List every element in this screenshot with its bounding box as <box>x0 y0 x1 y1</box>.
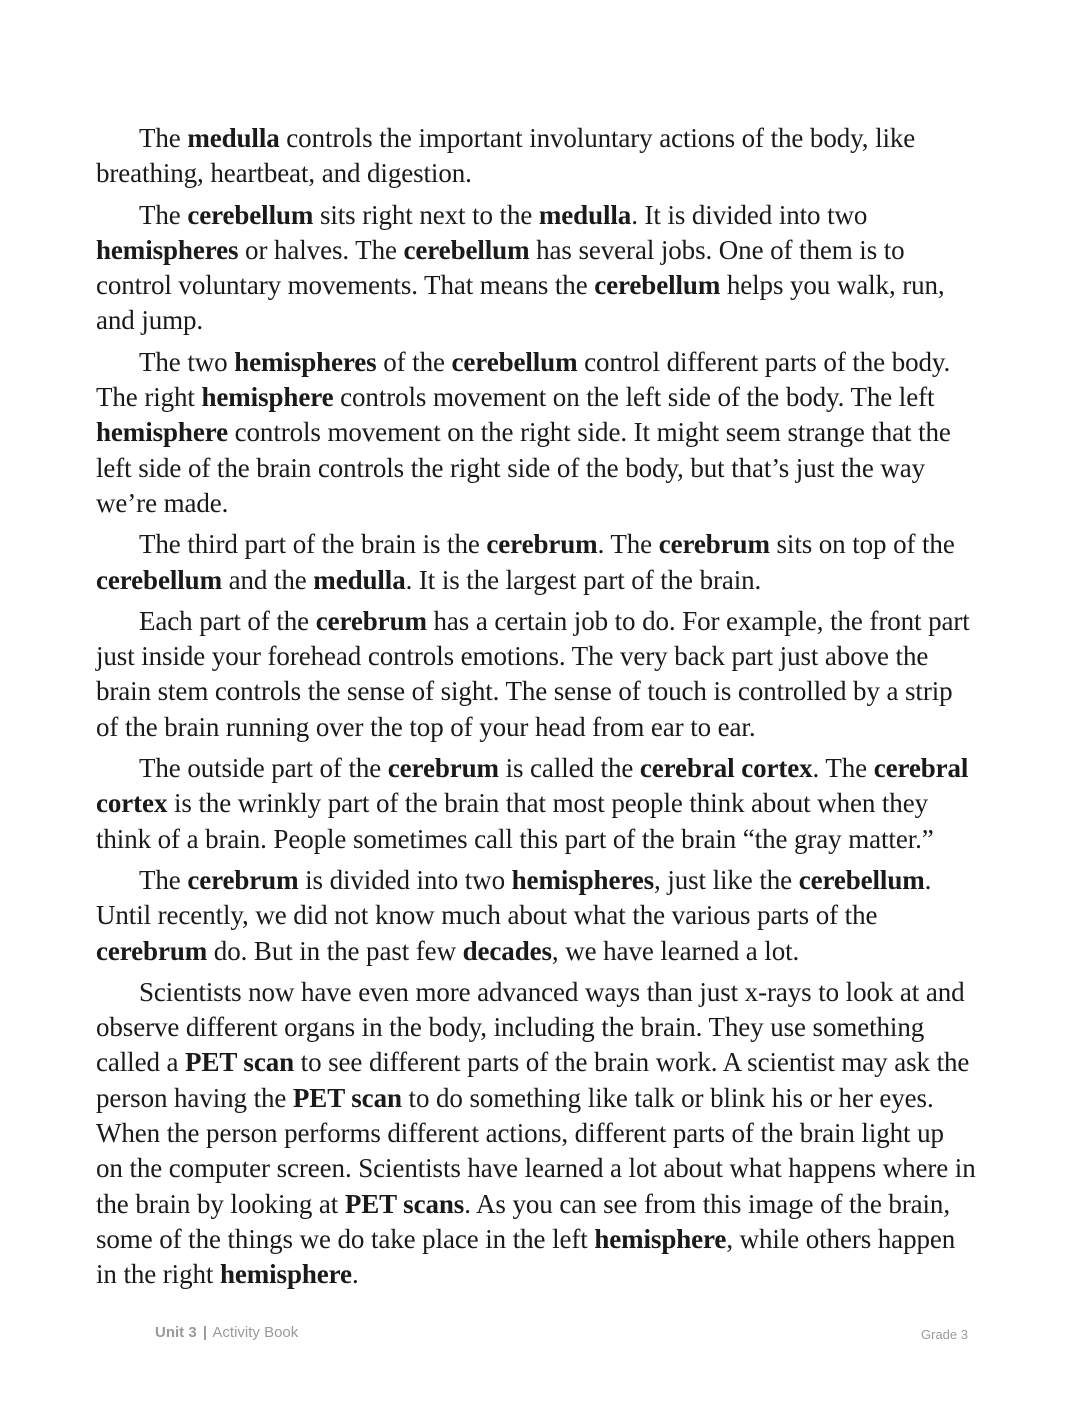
bold-term: medulla <box>313 564 406 595</box>
bold-term: cerebrum <box>315 605 427 636</box>
bold-term: cerebrum <box>96 935 208 966</box>
text-run: to do something like talk or blink his or her eyes. When the person performs different actions, different parts of the brain light up on the computer screen. Scientists have learned a lot about what happens where in the brain by looking at <box>96 1082 976 1219</box>
bold-term: cerebellum <box>451 346 578 377</box>
bold-term: cerebral cortex <box>639 753 813 784</box>
paragraph <box>96 121 976 192</box>
text-run: controls movement on the left side of the body. The left <box>333 382 935 413</box>
footer-left <box>155 1324 298 1341</box>
bold-term: medulla <box>187 123 280 153</box>
bold-term: hemisphere <box>96 417 228 448</box>
bold-term: hemispheres <box>511 864 655 895</box>
paragraph <box>96 345 976 521</box>
text-run: The <box>139 199 188 230</box>
text-run: . The <box>597 529 659 560</box>
text-run: of the <box>376 346 452 377</box>
text-run: The <box>139 864 188 895</box>
text-run: is divided into two <box>298 864 512 895</box>
text-run: . The <box>812 753 874 784</box>
text-run: controls movement on the right side. It might seem strange that the left side of the brain controls the right side of the body, but that’s just the way we’re made. <box>96 417 951 518</box>
footer-grade: Grade 3 <box>921 1327 968 1342</box>
text-run: Each part of the <box>139 605 316 636</box>
text-run: The outside part of the <box>139 753 388 784</box>
text-run: has several jobs. One of them is to control voluntary movements. That means the <box>96 234 905 301</box>
paragraph <box>96 863 976 969</box>
text-run: . It is the largest part of the brain. <box>405 564 762 595</box>
body-text <box>96 121 976 1299</box>
bold-term: PET scans <box>344 1188 465 1219</box>
text-run: . As you can see from this image of the brain, some of the things we do take place in the left <box>96 1188 950 1254</box>
text-run: , we have learned a lot. <box>551 935 800 966</box>
text-run: to see different parts of the brain work. A scientist may ask the person having the <box>96 1047 970 1113</box>
bold-term: cerebellum <box>594 270 721 301</box>
text-run: . <box>351 1259 359 1290</box>
paragraph <box>96 527 976 598</box>
text-run: , while others happen in the right <box>96 1223 956 1290</box>
bold-term: hemispheres <box>234 346 377 377</box>
footer-book-title: Activity Book <box>212 1324 299 1341</box>
footer-unit: Unit 3 <box>155 1324 197 1341</box>
bold-term: cerebellum <box>798 864 925 895</box>
text-run: do. But in the past few <box>207 935 463 966</box>
bold-term: cerebrum <box>486 529 598 560</box>
paragraph <box>96 975 976 1293</box>
bold-term: medulla <box>538 199 632 230</box>
text-run: is the wrinkly part of the brain that most people think about when they think of a brain. People sometimes call this part of the brain “the gray matter.” <box>96 788 934 854</box>
text-run: is called the <box>498 753 640 784</box>
bold-term: hemisphere <box>219 1259 352 1290</box>
bold-term: hemisphere <box>201 382 334 413</box>
bold-term: cerebrum <box>387 753 499 784</box>
text-run: has a certain job to do. For example, the front part just inside your forehead controls emotions. The very back part just above the brain stem controls the sense of sight. The sense of touch is controlled by a strip of the brain running over the top of your head from ear to ear. <box>96 605 970 742</box>
text-run: Scientists now have even more advanced ways than just x-rays to look at and observe different organs in the body, including the brain. They use something called a <box>96 976 965 1078</box>
text-run: sits right next to the <box>313 199 539 230</box>
bold-term: decades <box>462 935 552 966</box>
bold-term: cerebrum <box>658 529 770 560</box>
text-run: sits on top of the <box>769 529 955 560</box>
text-run: helps you walk, run, and jump. <box>96 270 945 336</box>
text-run: . Until recently, we did not know much about what the various parts of the <box>96 864 932 931</box>
bold-term: cerebral cortex <box>96 753 969 819</box>
paragraph <box>96 604 976 745</box>
text-run: The <box>139 123 188 153</box>
bold-term: cerebellum <box>96 564 222 595</box>
paragraph <box>96 198 976 339</box>
bold-term: cerebrum <box>187 864 299 895</box>
text-run: The third part of the brain is the <box>139 529 487 560</box>
bold-term: hemispheres <box>96 234 239 265</box>
text-run: and the <box>221 564 314 595</box>
bold-term: cerebellum <box>187 199 314 230</box>
text-run: control different parts of the body. The right <box>96 346 951 413</box>
bold-term: PET scan <box>292 1082 402 1113</box>
text-run: . It is divided into two <box>631 199 868 230</box>
text-run: controls the important involuntary actions of the body, like breathing, heartbeat, and digestion. <box>96 123 916 189</box>
bold-term: PET scan <box>185 1047 295 1078</box>
paragraph <box>96 751 976 857</box>
text-run: The two <box>139 346 235 377</box>
text-run: or halves. The <box>238 234 404 265</box>
text-run: , just like the <box>654 864 799 895</box>
bold-term: cerebellum <box>403 234 530 265</box>
bold-term: hemisphere <box>594 1223 727 1254</box>
footer-divider: | <box>202 1324 208 1341</box>
